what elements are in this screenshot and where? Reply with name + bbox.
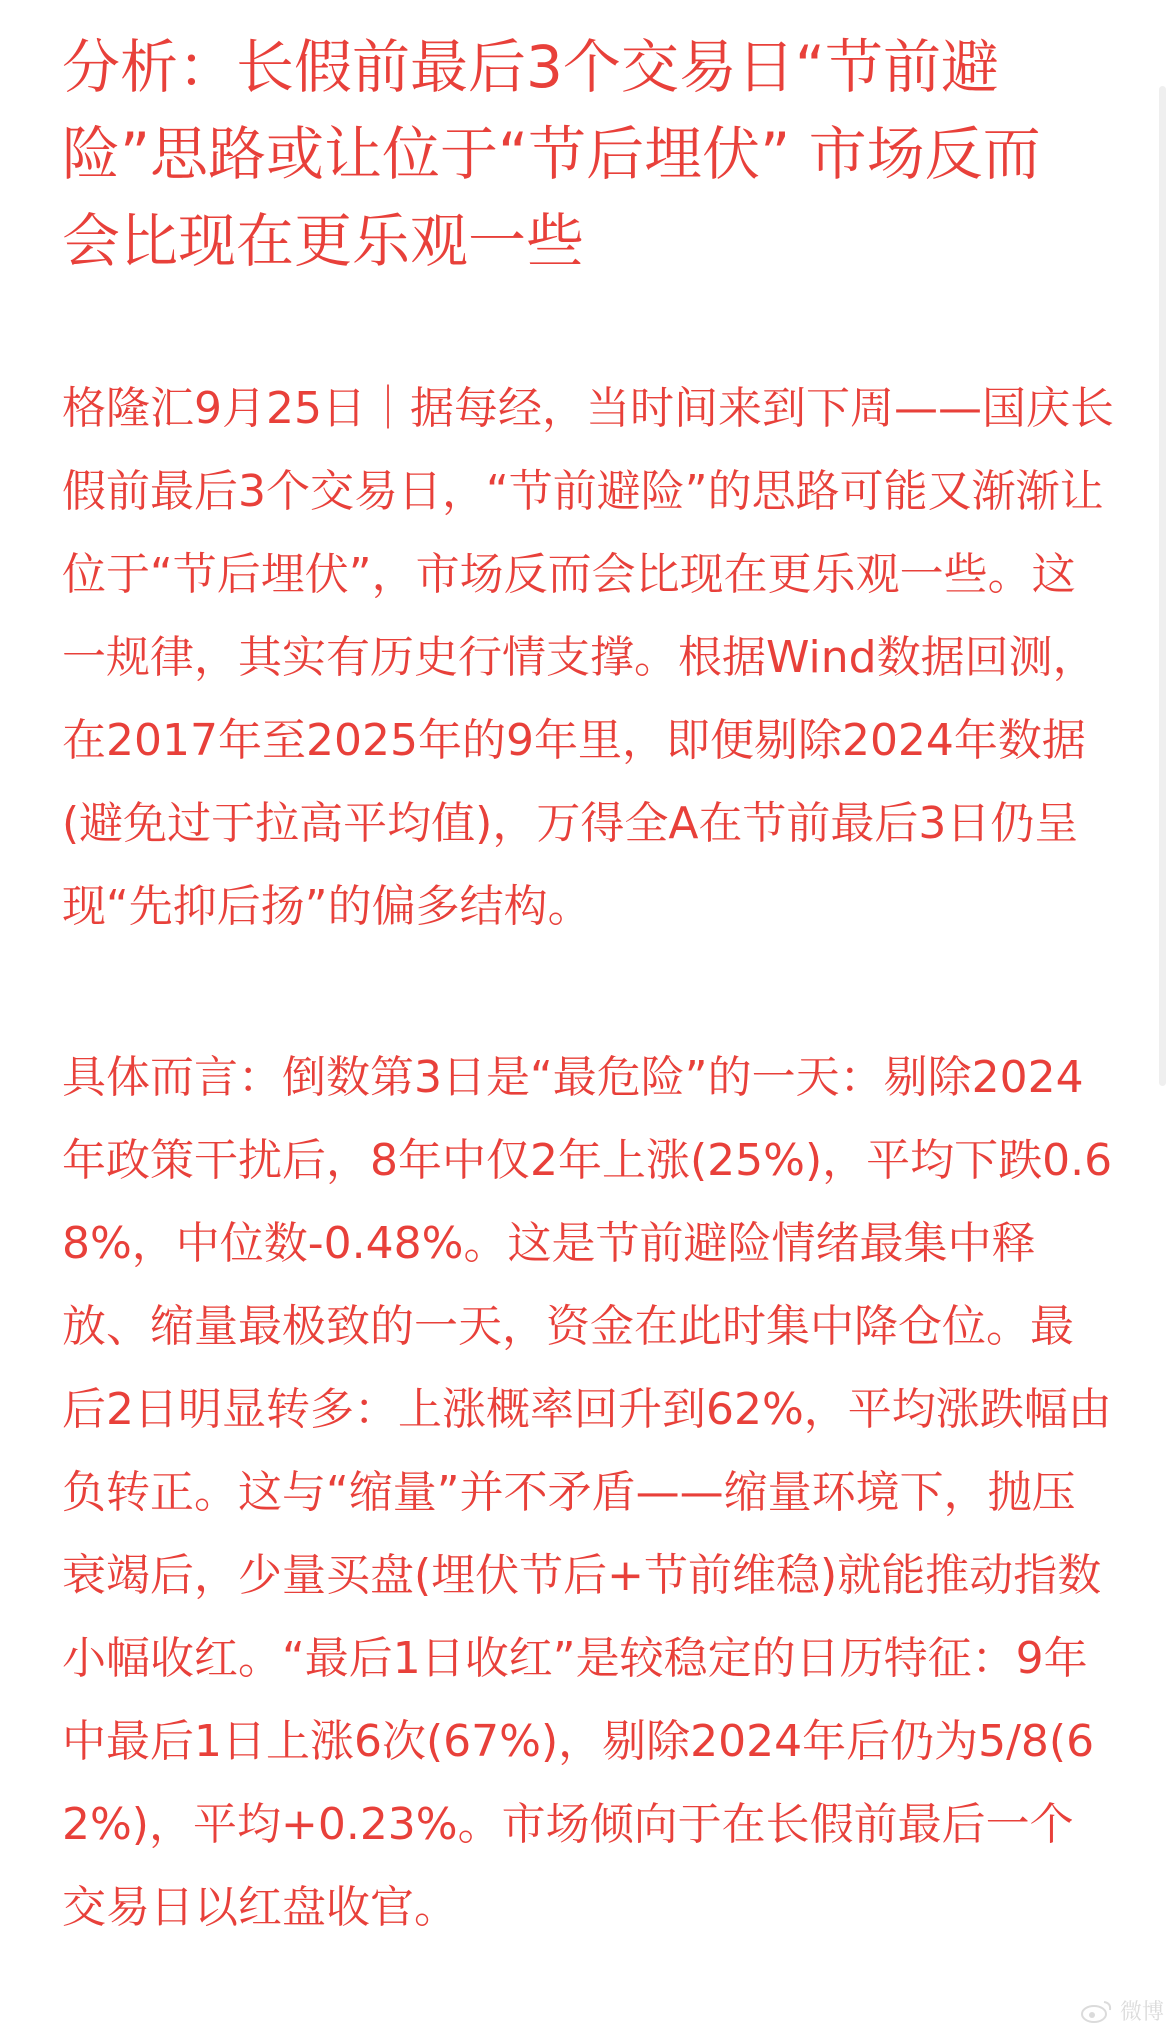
watermark-text: 微博 [1119, 2000, 1164, 2025]
scrollbar[interactable] [1159, 86, 1166, 1086]
article-paragraph-1: 格隆汇9月25日｜据每经，当时间来到下周——国庆长假前最后3个交易日，“节前避险”的思路可能又渐渐让位于“节后埋伏”，市场反而会比现在更乐观一些。这一规律，其实有历史行情支撑。根据Wind数据回测，在2017年至2025年的9年里，即便剔除2024年数据(避免过于拉高平均值)，万得全A在节前最后3日仍呈现“先抑后扬”的偏多结构。 [62, 383, 1114, 932]
article-paragraph-2: 具体而言：倒数第3日是“最危险”的一天：剔除2024年政策干扰后，8年中仅2年上涨(25%)，平均下跌0.68%，中位数-0.48%。这是节前避险情绪最集中释放、缩量最极致的一天，资金在此时集中降仓位。最后2日明显转多：上涨概率回升到62%，平均涨跌幅由负转正。这与“缩量”并不矛盾——缩量环境下，抛压衰竭后，少量买盘(埋伏节后+节前维稳)就能推动指数小幅收红。“最后1日收红”是较稳定的日历特征：9年中最后1日上涨6次(67%)，剔除2024年后仍为5/8(62%)，平均+0.23%。市场倾向于在长假前最后一个交易日以红盘收官。 [62, 1052, 1113, 1933]
weibo-logo-icon [1080, 1998, 1114, 2024]
watermark [1080, 1995, 1164, 2026]
article-title: 分析：长假前最后3个交易日“节前避险”思路或让位于“节后埋伏” 市场反而会比现在更乐观一些 [62, 33, 1041, 275]
